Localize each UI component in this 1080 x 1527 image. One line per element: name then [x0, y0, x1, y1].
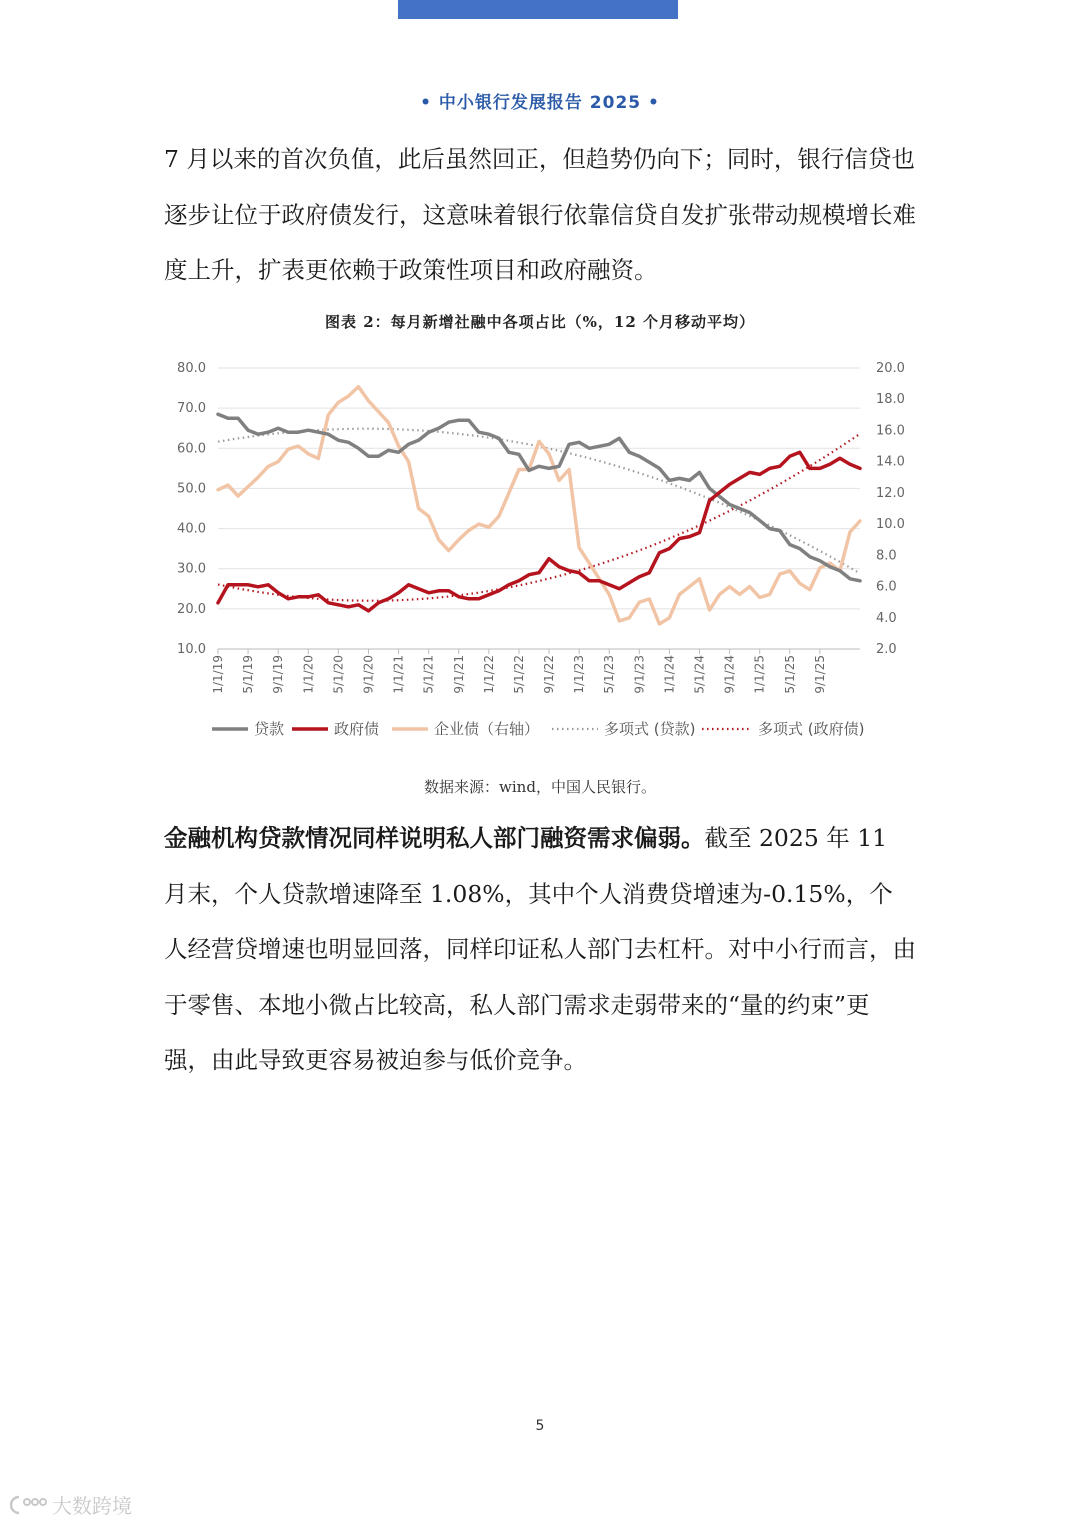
y-axis-left — [177, 361, 206, 657]
x-tick-label: 5/1/19 — [241, 655, 256, 694]
running-header: • 中小银行发展报告 2025 • — [420, 93, 660, 113]
y-left-tick-label: 40.0 — [177, 521, 206, 537]
x-tick-label: 1/1/19 — [211, 655, 225, 694]
x-tick-label: 1/1/24 — [662, 655, 677, 694]
y-left-tick-label: 10.0 — [177, 642, 206, 657]
trend-lines — [218, 429, 860, 601]
paragraph-2 — [164, 811, 916, 1089]
series-line — [218, 387, 860, 624]
x-tick-label: 5/1/20 — [331, 655, 346, 694]
series-line — [218, 452, 860, 611]
chart — [170, 352, 910, 752]
x-tick-label: 1/1/25 — [752, 655, 767, 694]
page-number: 5 — [535, 1418, 545, 1434]
x-tick-label: 9/1/25 — [812, 655, 827, 694]
y-right-tick-label: 16.0 — [876, 423, 905, 439]
y-right-tick-label: 14.0 — [876, 454, 905, 470]
y-left-tick-label: 50.0 — [177, 481, 206, 497]
y-left-tick-label: 30.0 — [177, 561, 206, 577]
y-left-tick-label: 70.0 — [177, 401, 206, 417]
y-left-tick-label: 20.0 — [177, 601, 206, 617]
x-tick-label: 5/1/22 — [511, 655, 526, 694]
x-tick-label: 5/1/21 — [421, 655, 436, 694]
x-tick-label: 5/1/23 — [602, 655, 617, 694]
legend-label: 多项式 (政府债) — [758, 720, 865, 738]
legend-label: 多项式 (贷款) — [604, 720, 696, 738]
series-lines — [218, 387, 860, 624]
top-accent-bar — [398, 0, 678, 19]
legend-label: 贷款 — [254, 720, 285, 738]
y-axis-right — [876, 361, 905, 657]
y-right-tick-label: 8.0 — [876, 548, 897, 564]
x-tick-label: 1/1/21 — [391, 655, 406, 694]
chart-legend — [212, 720, 864, 738]
figure-title: 图表 2：每月新增社融中各项占比（%，12 个月移动平均） — [324, 313, 755, 331]
x-tick-label: 1/1/20 — [301, 655, 316, 694]
x-tick-label: 9/1/24 — [722, 655, 737, 694]
watermark-text: 大数跨境 — [52, 1494, 132, 1518]
watermark-logo-icon — [10, 1494, 48, 1516]
chart-gridlines — [218, 368, 860, 649]
paragraph-1: 7 月以来的首次负值，此后虽然回正，但趋势仍向下；同时，银行信贷也逐步让位于政府债发行，这意味着银行依靠信贷自发扩张带动规模增长难度上升，扩表更依赖于政策性项目和政府融资。 — [164, 145, 916, 284]
y-right-tick-label: 20.0 — [876, 361, 905, 376]
y-right-tick-label: 18.0 — [876, 392, 905, 408]
x-tick-label: 9/1/19 — [271, 655, 286, 694]
y-right-tick-label: 6.0 — [876, 579, 897, 595]
figure-source: 数据来源：wind，中国人民银行。 — [424, 778, 656, 796]
watermark — [10, 1490, 132, 1519]
y-right-tick-label: 10.0 — [876, 517, 905, 533]
x-tick-label: 1/1/23 — [572, 655, 587, 694]
paragraph-2-lead: 金融机构贷款情况同样说明私人部门融资需求偏弱。 — [164, 824, 705, 852]
legend-label: 企业债（右轴） — [434, 720, 540, 738]
x-tick-label: 5/1/25 — [782, 655, 797, 694]
y-right-tick-label: 12.0 — [876, 485, 905, 501]
x-tick-label: 9/1/23 — [632, 655, 647, 694]
y-left-tick-label: 80.0 — [177, 361, 206, 376]
x-tick-label: 1/1/22 — [481, 655, 496, 694]
y-right-tick-label: 4.0 — [876, 610, 897, 626]
trend-line — [218, 434, 860, 601]
series-line — [218, 414, 860, 581]
y-right-tick-label: 2.0 — [876, 642, 897, 657]
paragraph-2-body: 截至 2025 年 11 月末，个人贷款增速降至 1.08%，其中个人消费贷增速为-0.15%，个人经营贷增速也明显回落，同样印证私人部门去杠杆。对中小行而言，由于零售、本地小微占比较高，私人部门需求走弱带来的“量的约束”更强，由此导致更容易被迫参与低价竞争。 — [164, 824, 916, 1074]
legend-label: 政府债 — [334, 720, 380, 738]
x-tick-label: 9/1/20 — [361, 655, 376, 694]
x-tick-label: 9/1/21 — [451, 655, 466, 694]
trend-line — [218, 429, 860, 574]
y-left-tick-label: 60.0 — [177, 441, 206, 457]
x-tick-label: 5/1/24 — [692, 655, 707, 694]
x-axis — [211, 649, 860, 694]
x-tick-label: 9/1/22 — [542, 655, 557, 694]
